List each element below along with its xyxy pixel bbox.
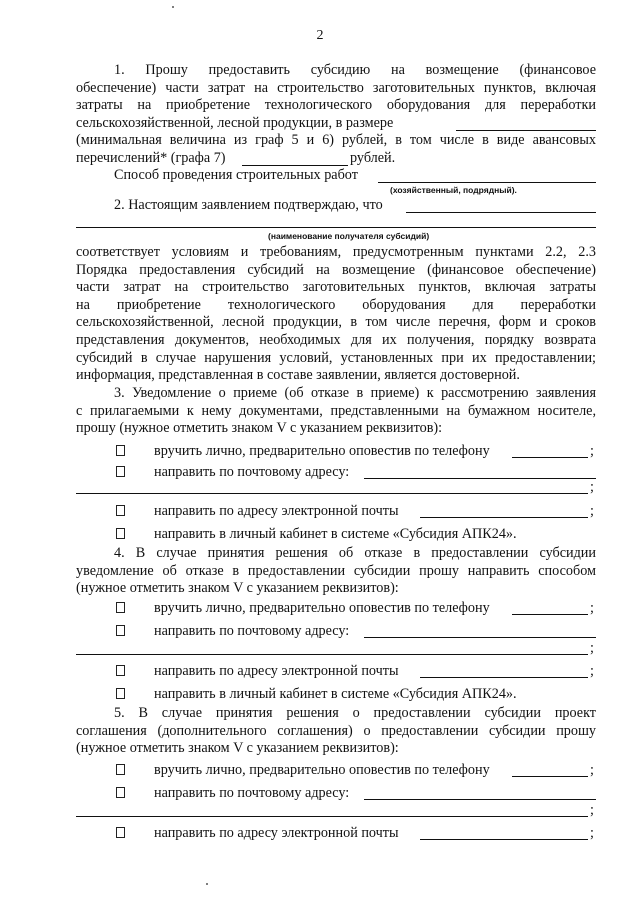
email-field[interactable] xyxy=(420,825,588,840)
text-line: представления документов, необходимых для их получения, порядку возврата xyxy=(76,331,596,348)
option-label: вручить лично, предварительно оповестив по телефону xyxy=(154,600,490,616)
checkbox[interactable] xyxy=(116,688,125,699)
option-email xyxy=(76,663,596,681)
option-label: вручить лично, предварительно оповестив по телефону xyxy=(154,762,490,778)
option-cabinet xyxy=(76,526,596,544)
semicolon: ; xyxy=(590,802,594,818)
post-address-field[interactable] xyxy=(364,785,596,800)
option-phone xyxy=(76,762,596,780)
semicolon: ; xyxy=(590,640,594,656)
advance-line xyxy=(76,150,596,168)
text-line: соответствует условиям и требованиям, предусмотренным пунктами 2.2, 2.3 xyxy=(76,244,596,260)
semicolon: ; xyxy=(590,503,594,519)
paragraph-3 xyxy=(76,385,596,438)
email-field[interactable] xyxy=(420,503,588,518)
text-line: затраты на приобретение технологического оборудования для переработки xyxy=(76,97,596,114)
text-line: (минимальная величина из граф 5 и 6) рублей, в том числе в виде авансовых xyxy=(76,132,596,149)
paragraph-5 xyxy=(76,705,596,758)
semicolon: ; xyxy=(590,479,594,495)
scan-speck xyxy=(172,6,174,8)
phone-field[interactable] xyxy=(512,762,588,777)
scan-speck xyxy=(206,883,208,885)
post-address-field-2[interactable] xyxy=(76,640,588,655)
option-cabinet xyxy=(76,686,596,704)
option-label: направить по адресу электронной почты xyxy=(154,663,399,679)
text-line: 4. В случае принятия решения об отказе в предоставлении субсидии xyxy=(114,545,596,561)
post-address-continuation xyxy=(76,802,596,820)
option-email xyxy=(76,825,596,843)
email-field[interactable] xyxy=(420,663,588,678)
text-line: обеспечение) части затрат на строительство заготовительных пунктов, включая xyxy=(76,79,596,96)
advance-amount-field[interactable] xyxy=(242,152,348,166)
recipient-name-line[interactable] xyxy=(76,227,596,228)
option-post xyxy=(76,623,596,641)
option-phone xyxy=(76,600,596,618)
text-line: сельскохозяйственной, лесной продукции, в том числе перечня, форм и сроков xyxy=(76,314,596,331)
text-line: 1. Прошу предоставить субсидию на возмещение (финансовое xyxy=(114,62,596,78)
paragraph-1 xyxy=(76,62,596,168)
text-line: на приобретение технологического оборудования для переработки xyxy=(76,296,596,313)
checkbox[interactable] xyxy=(116,625,125,636)
option-phone xyxy=(76,443,596,461)
option-label: направить по адресу электронной почты xyxy=(154,503,399,519)
semicolon: ; xyxy=(590,600,594,616)
text-line: прошу (нужное отметить знаком V с указанием реквизитов): xyxy=(76,420,443,437)
text-line: информация, представленная в составе заявлении, является достоверной. xyxy=(76,367,520,384)
semicolon: ; xyxy=(590,825,594,841)
paragraph-2-intro xyxy=(76,197,596,215)
paragraph-2 xyxy=(76,244,596,385)
option-label: вручить лично, предварительно оповестив по телефону xyxy=(154,443,490,459)
paragraph-2-intro-text: 2. Настоящим заявлением подтверждаю, что xyxy=(114,197,383,213)
checkbox[interactable] xyxy=(116,528,125,539)
post-address-field-2[interactable] xyxy=(76,479,588,494)
post-address-continuation xyxy=(76,479,596,497)
recipient-field-part[interactable] xyxy=(406,199,596,213)
option-label: направить по почтовому адресу: xyxy=(154,464,350,480)
construction-method-field[interactable] xyxy=(378,169,596,183)
checkbox[interactable] xyxy=(116,787,125,798)
text-line: 3. Уведомление о приеме (об отказе в приеме) к рассмотрению заявления xyxy=(114,385,596,401)
construction-method-row xyxy=(76,167,596,185)
option-label: направить по почтовому адресу: xyxy=(154,785,350,801)
text-line: сельскохозяйственной, лесной продукции, в размере xyxy=(76,114,394,131)
text-line: перечислений* (графа 7) xyxy=(76,149,226,166)
checkbox[interactable] xyxy=(116,505,125,516)
post-address-field[interactable] xyxy=(364,623,596,638)
option-label: направить по адресу электронной почты xyxy=(154,825,399,841)
post-address-field[interactable] xyxy=(364,464,596,479)
page-number: 2 xyxy=(316,28,324,43)
semicolon: ; xyxy=(590,443,594,459)
checkbox[interactable] xyxy=(116,466,125,477)
checkbox[interactable] xyxy=(116,827,125,838)
phone-field[interactable] xyxy=(512,600,588,615)
construction-method-hint: (хозяйственный, подрядный). xyxy=(390,185,517,195)
semicolon: ; xyxy=(590,762,594,778)
amount-line xyxy=(76,115,596,133)
phone-field[interactable] xyxy=(512,443,588,458)
checkbox[interactable] xyxy=(116,665,125,676)
recipient-hint: (наименование получателя субсидий) xyxy=(268,231,430,241)
checkbox[interactable] xyxy=(116,445,125,456)
option-label: направить по почтовому адресу: xyxy=(154,623,350,639)
text-line: Порядка предоставления субсидий на возмещение (финансовое обеспечение) xyxy=(76,261,596,278)
option-post xyxy=(76,785,596,803)
amount-field[interactable] xyxy=(456,117,596,131)
text-line: с прилагаемыми к нему документами, представленными на бумажном носителе, xyxy=(76,402,596,419)
semicolon: ; xyxy=(590,663,594,679)
text-line: части затрат на строительство заготовительных пунктов, включая затраты xyxy=(76,279,596,296)
post-address-continuation xyxy=(76,640,596,658)
option-label: направить в личный кабинет в системе «Субсидия АПК24». xyxy=(154,686,517,702)
checkbox[interactable] xyxy=(116,764,125,775)
construction-method-label: Способ проведения строительных работ xyxy=(114,167,358,183)
checkbox[interactable] xyxy=(116,602,125,613)
paragraph-4 xyxy=(76,545,596,598)
text-line: соглашения (дополнительного соглашения) о предоставлении субсидии прошу xyxy=(76,722,596,739)
option-email xyxy=(76,503,596,521)
text-line: (нужное отметить знаком V с указанием реквизитов): xyxy=(76,740,399,757)
rubles-text: рублей. xyxy=(350,149,396,166)
text-line: уведомление об отказе в предоставлении субсидии прошу направить способом xyxy=(76,562,596,579)
text-line: субсидий в случае нарушения условий, установленных при их предоставлении; xyxy=(76,349,596,366)
post-address-field-2[interactable] xyxy=(76,802,588,817)
text-line: (нужное отметить знаком V с указанием реквизитов): xyxy=(76,580,399,597)
option-label: направить в личный кабинет в системе «Субсидия АПК24». xyxy=(154,526,517,542)
text-line: 5. В случае принятия решения о предоставлении субсидии проект xyxy=(114,705,596,721)
